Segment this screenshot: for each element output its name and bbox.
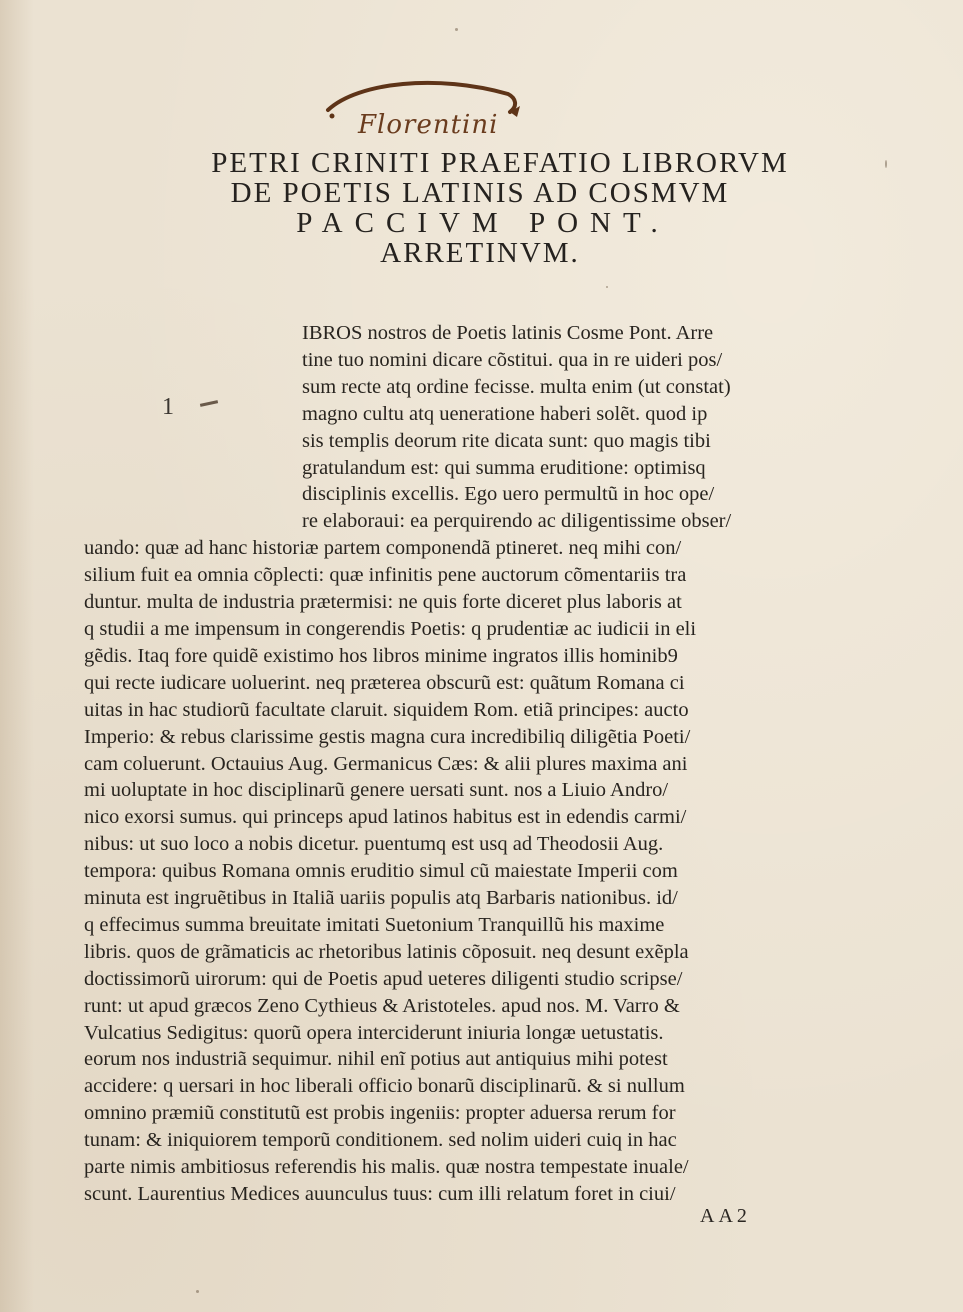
text-line: gratulandum est: qui summa eruditione: optimisq	[302, 456, 706, 479]
text-line: libris. quos de grãmaticis ac rhetoribus latinis cõposuit. neq desunt exẽpla	[84, 940, 689, 963]
text-line: scunt. Laurentius Medices auunculus tuus: cum illi relatum foret in ciui/	[84, 1183, 676, 1205]
paper-speck	[455, 28, 458, 31]
text-line: tunam: & iniquiorem temporũ conditionem. sed nolim uideri cuiq in hac	[84, 1129, 677, 1152]
text-line: runt: ut apud græcos Zeno Cythieus & Aristoteles. apud nos. M. Varro &	[84, 994, 680, 1017]
text-line: parte nimis ambitiosus referendis his malis. quæ nostra tempestate inuale/	[84, 1156, 689, 1179]
text-line: cam coluerunt. Octauius Aug. Germanicus Cæs: & alii plures maxima ani	[84, 752, 688, 775]
text-line: re elaboraui: ea perquirendo ac diligentissime obser/	[302, 510, 732, 533]
text-line: doctissimorũ uirorum: qui de Poetis apud ueteres diligenti studio scripse/	[84, 967, 683, 990]
paper-speck	[885, 160, 887, 168]
heading-line-3: PACCIVM PONT.	[296, 207, 670, 239]
text-line: gẽdis. Itaq fore quidẽ existimo hos libros minime ingratos illis hominib9	[84, 644, 678, 667]
text-line: sum recte atq ordine fecisse. multa enim (ut constat)	[302, 375, 731, 398]
text-line: mi uoluptate in hoc disciplinarũ genere uersati sunt. nos a Liuio Andro/	[84, 779, 669, 802]
text-line: silium fuit ea omnia cõplecti: quæ infinitis pene auctorum cõmentariis tra	[84, 564, 687, 587]
page-gutter-shadow	[0, 0, 34, 1312]
paper-speck	[196, 1290, 199, 1293]
text-line: q studii a me impensum in congerendis Poetis: q prudentiæ ac iudicii in eli	[84, 617, 697, 640]
text-line: Vulcatius Sedigitus: quorũ opera interciderunt iniuria longæ uetustatis.	[84, 1021, 664, 1044]
text-line: tine tuo nomini dicare cõstitui. qua in re uideri pos/	[302, 348, 723, 371]
text-line: nibus: ut suo loco a nobis dicetur. puentumq est usq ad Theodosii Aug.	[84, 833, 664, 856]
text-line: accidere: q uersari in hoc liberali officio bonarũ disciplinarũ. & si nullum	[84, 1075, 685, 1098]
text-line: IBROS nostros de Poetis latinis Cosme Pont. Arre	[302, 322, 714, 344]
text-line: omnino præmiũ constitutũ est probis ingeniis: propter aduersa rerum for	[84, 1102, 676, 1125]
text-line: magno cultu atq ueneratione haberi solẽt. quod ip	[302, 402, 708, 425]
text-line: nico exorsi sumus. qui princeps apud latinos habitus est in edendis carmi/	[84, 806, 687, 829]
text-line: q effecimus summa breuitate imitati Suetonium Tranquillũ his maxime	[84, 913, 665, 936]
margin-number: 1	[162, 394, 174, 420]
text-line: sis templis deorum rite dicata sunt: quo magis tibi	[302, 429, 711, 452]
handwritten-annotation: Florentini	[358, 110, 499, 140]
text-line: qui recte iudicare uoluerint. neq præterea obscurũ est: quãtum Romana ci	[84, 671, 685, 694]
text-line: eorum nos industriã sequimur. nihil enĩ potius aut antiquius mihi potest	[84, 1048, 668, 1071]
body-text	[84, 320, 804, 1208]
text-line: minuta est ingruẽtibus in Italiã uariis populis atq Barbaris nationibus. id/	[84, 887, 678, 910]
text-line: Imperio: & rebus clarissime gestis magna cura incredibiliq diligẽtia Poeti/	[84, 725, 691, 748]
signature-mark: AA2	[700, 1205, 751, 1227]
heading-line-4: ARRETINVM.	[380, 237, 580, 269]
text-line: duntur. multa de industria prætermisi: ne quis forte diceret plus laboris at	[84, 591, 682, 614]
text-line: tempora: quibus Romana omnis eruditio simul cũ maiestate Imperii com	[84, 860, 678, 883]
paper-speck	[606, 286, 608, 288]
text-line: disciplinis excellis. Ego uero permultũ in hoc ope/	[302, 483, 715, 506]
heading-line-1: PETRI CRINITI PRAEFATIO LIBRORVM	[211, 147, 789, 179]
text-line: uando: quæ ad hanc historiæ partem componendã ptineret. neq mihi con/	[84, 537, 682, 560]
heading-line-2: DE POETIS LATINIS AD COSMVM	[230, 177, 730, 209]
text-line: uitas in hac studiorũ facultate claruit. siquidem Rom. etiã principes: aucto	[84, 698, 689, 721]
title-heading	[100, 148, 860, 268]
